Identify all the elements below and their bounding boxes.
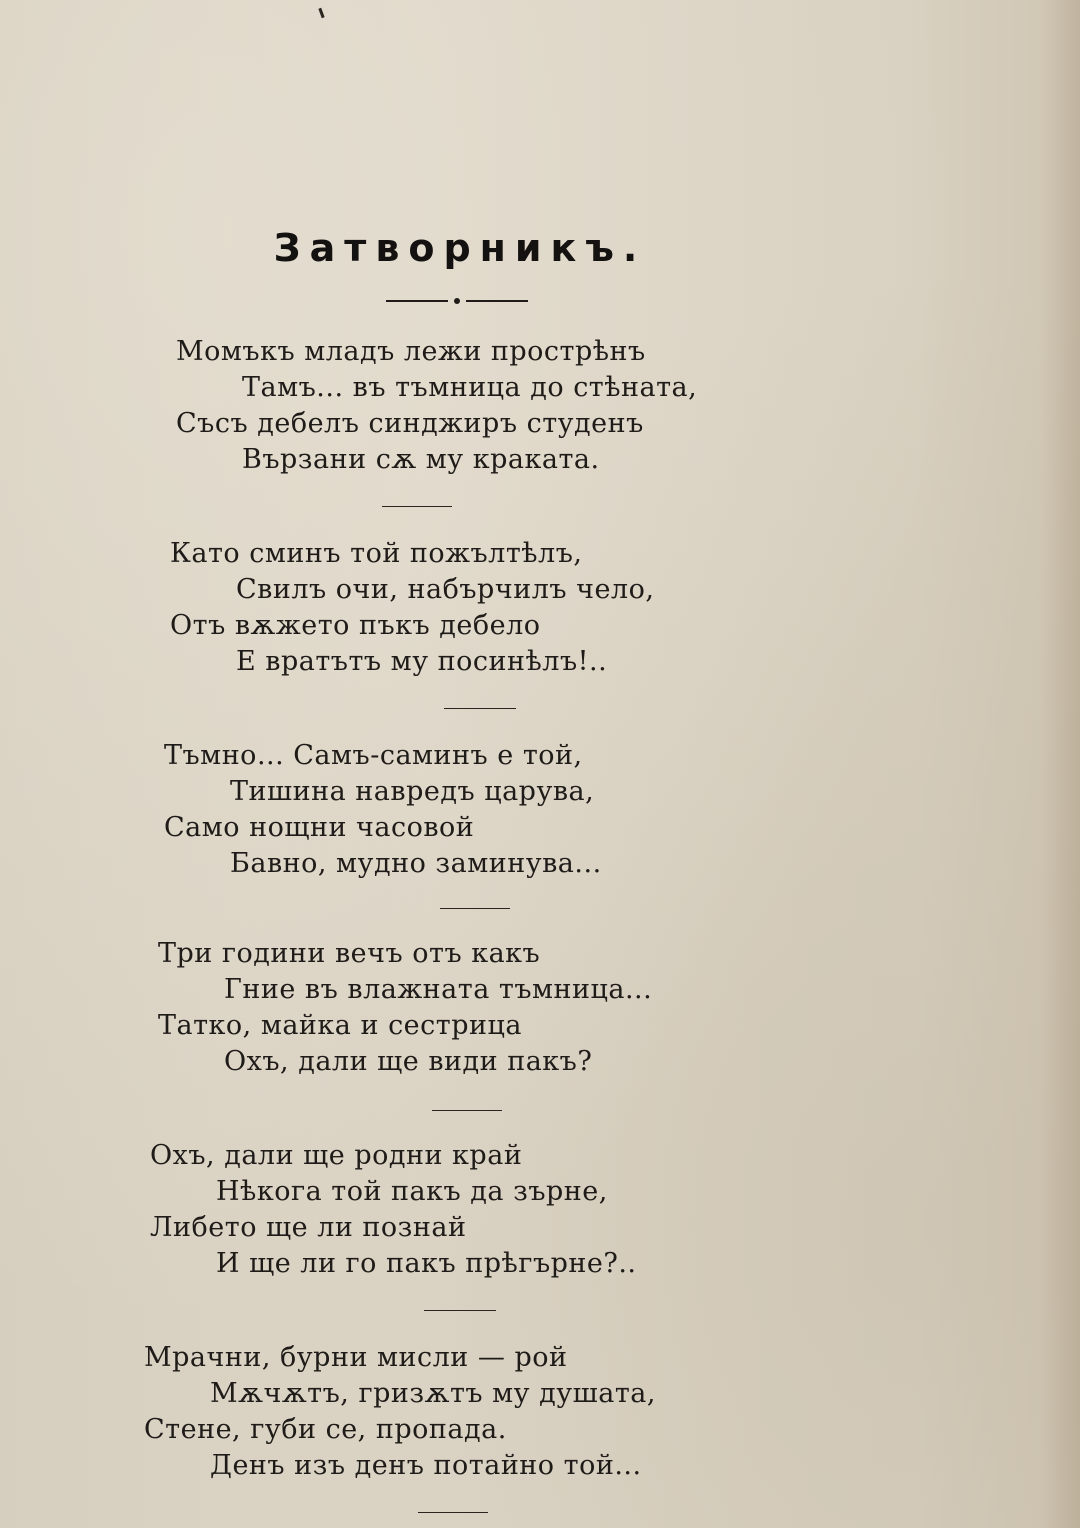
verse-line: Като сминъ той пожълтѣлъ, (170, 538, 583, 569)
stanza-divider (440, 908, 510, 909)
verse-line: Мрачни, бурни мисли — рой (144, 1342, 568, 1373)
stanza-divider (382, 506, 452, 507)
verse-line: Охъ, дали ще види пакъ? (224, 1046, 593, 1077)
page-edge-shadow (1040, 0, 1080, 1528)
verse-line: Тъмно... Самъ-саминъ е той, (164, 740, 583, 771)
stanza-divider (444, 708, 516, 709)
verse-line: Нѣкога той пакъ да зърне, (216, 1176, 608, 1207)
stanza-divider (424, 1310, 496, 1311)
ink-speck (318, 8, 324, 18)
verse-line: Три години вечъ отъ какъ (158, 938, 541, 969)
poem-title: Затворникъ. (273, 226, 647, 270)
verse-line: Е вратътъ му посинѣлъ!.. (236, 646, 608, 677)
stanza-3 (164, 738, 602, 882)
ornament-bar-left (386, 300, 448, 302)
stanza-divider (418, 1512, 488, 1513)
verse-line: Охъ, дали ще родни край (150, 1140, 523, 1171)
verse-line: Само нощни часовой (164, 812, 475, 843)
verse-line: Татко, майка и сестрица (158, 1010, 522, 1041)
stanza-2 (170, 536, 654, 680)
stanza-1 (176, 334, 697, 478)
verse-line: Отъ вѫжето пъкъ дебело (170, 610, 541, 641)
ornament-dot (454, 298, 460, 304)
verse-line: Бавно, мудно заминува... (230, 848, 602, 879)
stanza-divider (432, 1110, 502, 1111)
verse-line: Либето ще ли познай (150, 1212, 467, 1243)
title-ornament (386, 298, 528, 304)
verse-line: Мѫчѫтъ, гризѫтъ му душата, (210, 1378, 656, 1409)
verse-line: Стене, губи се, пропада. (144, 1414, 507, 1445)
verse-line: И ще ли го пакъ прѣгърне?.. (216, 1248, 637, 1279)
ornament-bar-right (466, 300, 528, 302)
verse-line: Гние въ влажната тъмница... (224, 974, 653, 1005)
verse-line: Момъкъ младъ лежи прострѣнъ (176, 336, 646, 367)
verse-line: Денъ изъ денъ потайно той... (210, 1450, 642, 1481)
verse-line: Свилъ очи, набърчилъ чело, (236, 574, 655, 605)
verse-line: Тамъ... въ тъмница до стѣната, (242, 372, 698, 403)
verse-line: Тишина навредъ царува, (230, 776, 595, 807)
stanza-6 (144, 1340, 656, 1484)
verse-line: Вързани сѫ му краката. (242, 444, 600, 475)
stanza-4 (158, 936, 652, 1080)
stanza-5 (150, 1138, 637, 1282)
verse-line: Съсъ дебелъ синджиръ студенъ (176, 408, 644, 439)
